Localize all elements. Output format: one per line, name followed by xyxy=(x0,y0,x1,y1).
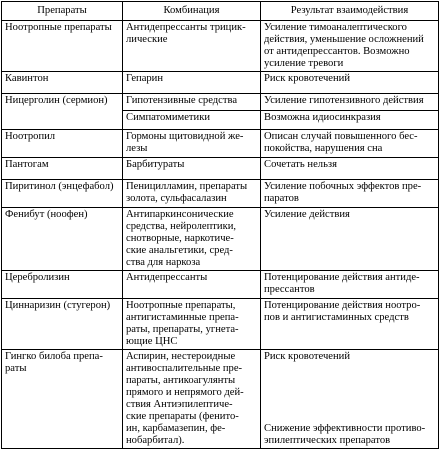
result-bleeding-risk: Риск кровотечений xyxy=(264,351,350,362)
result-cell: Потенцирование действия антиде- прессантов xyxy=(261,271,439,299)
result-split xyxy=(264,351,435,447)
combination-cell: Антипаркинсонические средства, нейролептики, снотворные, наркотиче- ские анальгетики, сред- ства для наркоза xyxy=(123,208,261,271)
combination-cell: Барбитураты xyxy=(123,158,261,180)
combination-cell: Пеницилламин, препараты золота, сульфасалазин xyxy=(123,180,261,208)
drug-cell: Ноотропил xyxy=(2,130,123,158)
table-row xyxy=(2,350,439,449)
result-antiepileptic: Снижение эффективности противо- эпилептических препаратов xyxy=(264,423,426,446)
drug-cell: Кавинтон xyxy=(2,72,123,94)
drug-cell: Церебролизин xyxy=(2,271,123,299)
table-row xyxy=(2,72,439,94)
combination-cell: Антидепрессанты xyxy=(123,271,261,299)
result-cell xyxy=(261,350,439,449)
drug-cell: Ноотропные препараты xyxy=(2,21,123,72)
combination-cell: Антидепрессанты трицик- лические xyxy=(123,21,261,72)
header-row xyxy=(2,2,439,21)
drug-cell: Циннаризин (стугерон) xyxy=(2,299,123,350)
table-row xyxy=(2,94,439,111)
combination-cell: Ноотропные препараты, антигистаминные препа- раты, препараты, угнета- ющие ЦНС xyxy=(123,299,261,350)
drug-cell: Пиритинол (энцефабол) xyxy=(2,180,123,208)
result-cell: Сочетать нельзя xyxy=(261,158,439,180)
result-cell: Потенцирование действия ноотро- пов и антигистаминных средств xyxy=(261,299,439,350)
result-cell: Усиление действия xyxy=(261,208,439,271)
combination-cell: Аспирин, нестероидные антивоспалительные пре- параты, антикоагулянты прямого и непрямого дей- ствия Антиэпилептиче- ские препараты (фенито- ин, карбамазепин, фе- нобарбитал). xyxy=(123,350,261,449)
combination-cell: Гипотензивные средства xyxy=(123,94,261,111)
combination-cell: Симпатомиметики xyxy=(123,111,261,130)
drug-interaction-table xyxy=(1,1,439,449)
table-row xyxy=(2,271,439,299)
drug-cell: Ницерголин (сермион) xyxy=(2,94,123,130)
table-row xyxy=(2,130,439,158)
result-cell: Усиление гипотензивного действия xyxy=(261,94,439,111)
table-row xyxy=(2,299,439,350)
combination-cell: Гормоны щитовидной же- лезы xyxy=(123,130,261,158)
table-row xyxy=(2,208,439,271)
combination-cell: Гепарин xyxy=(123,72,261,94)
drug-cell: Фенибут (ноофен) xyxy=(2,208,123,271)
result-cell: Усиление тимоаналептического действия, уменьшение осложнений от антидепрессантов. Возможно усиление тревоги xyxy=(261,21,439,72)
result-cell: Усиление побочных эффектов пре- паратов xyxy=(261,180,439,208)
drug-cell: Пантогам xyxy=(2,158,123,180)
result-cell: Возможна идиосинкразия xyxy=(261,111,439,130)
header-combination: Комбинация xyxy=(123,2,261,21)
table-row xyxy=(2,180,439,208)
table-row xyxy=(2,158,439,180)
table-row xyxy=(2,21,439,72)
result-cell: Риск кровотечений xyxy=(261,72,439,94)
header-drugs: Препараты xyxy=(2,2,123,21)
header-result: Результат взаимодействия xyxy=(261,2,439,21)
drug-cell: Гингко билоба препа- раты xyxy=(2,350,123,449)
result-cell: Описан случай повышенного бес- покойства, нарушения сна xyxy=(261,130,439,158)
